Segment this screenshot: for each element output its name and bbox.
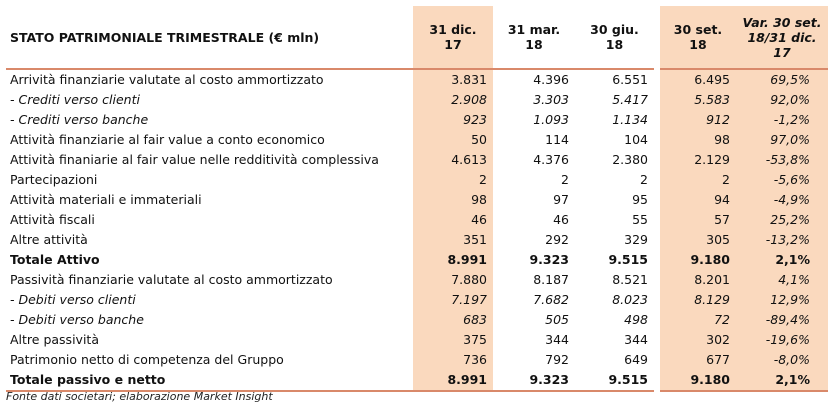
- header-variation-line3: 17: [773, 44, 791, 60]
- table-row: [6, 190, 828, 210]
- value-variation: -19,6%: [736, 330, 828, 350]
- value-variation: 4,1%: [736, 270, 828, 290]
- value-30-set-18: 94: [657, 190, 736, 210]
- table-row: [6, 150, 828, 170]
- table-row: [6, 130, 828, 150]
- value-30-set-18: 57: [657, 210, 736, 230]
- table-row: [6, 330, 828, 350]
- value-31-mar-18: 9.323: [493, 370, 575, 391]
- value-31-dic-17: 3.831: [413, 69, 493, 90]
- value-31-mar-18: 7.682: [533, 292, 569, 307]
- row-label: Totale passivo e netto: [6, 370, 413, 391]
- row-label: Attività materiali e immateriali: [10, 192, 202, 207]
- value-31-mar-18: 114: [545, 132, 569, 147]
- header-variation: [736, 6, 828, 69]
- value-variation: -5,6%: [736, 170, 828, 190]
- row-label: Altre passività: [10, 332, 99, 347]
- header-31-mar-18: 31 mar. 18: [493, 6, 575, 69]
- value-31-mar-18: 3.303: [533, 92, 569, 107]
- value-31-mar-18: 97: [553, 192, 569, 207]
- row-label: - Crediti verso clienti: [10, 92, 140, 107]
- value-31-mar-18: 1.093: [533, 112, 569, 127]
- value-30-giu-18: 5.417: [612, 92, 648, 107]
- row-label: - Debiti verso banche: [10, 312, 144, 327]
- row-label: Arrività finanziarie valutate al costo ammortizzato: [10, 72, 324, 87]
- value-31-dic-17: 46: [413, 210, 493, 230]
- value-30-set-18: 9.180: [657, 370, 736, 391]
- value-31-dic-17: 923: [413, 110, 493, 130]
- value-30-set-18: 677: [657, 350, 736, 370]
- value-30-set-18: 5.583: [657, 90, 736, 110]
- row-label: Totale Attivo: [10, 252, 100, 267]
- value-30-giu-18: 344: [624, 332, 648, 347]
- value-30-set-18: 2.129: [657, 150, 736, 170]
- value-31-dic-17: 7.197: [413, 290, 493, 310]
- table-header-row: [6, 6, 828, 69]
- value-30-giu-18: 55: [632, 212, 648, 227]
- table-row: [6, 170, 828, 190]
- row-label: Attività fiscali: [10, 212, 95, 227]
- table-row: [6, 250, 828, 270]
- row-label: - Debiti verso clienti: [10, 292, 136, 307]
- value-30-set-18: 8.201: [657, 270, 736, 290]
- value-30-giu-18: 8.023: [612, 292, 648, 307]
- value-30-giu-18: 649: [624, 352, 648, 367]
- value-variation: 69,5%: [736, 69, 828, 90]
- value-30-giu-18: 2: [640, 172, 648, 187]
- value-variation: 12,9%: [736, 290, 828, 310]
- value-31-mar-18: 792: [545, 352, 569, 367]
- row-label: Attività finaniarie al fair value nelle redditività complessiva: [10, 152, 379, 167]
- value-variation: 92,0%: [736, 90, 828, 110]
- value-30-giu-18: 6.551: [612, 72, 648, 87]
- table-row: [6, 69, 828, 90]
- row-label: Patrimonio netto di competenza del Gruppo: [10, 352, 284, 367]
- balance-sheet-table: [6, 6, 828, 392]
- value-30-giu-18: 95: [632, 192, 648, 207]
- value-variation: -89,4%: [736, 310, 828, 330]
- value-31-mar-18: 2: [561, 172, 569, 187]
- header-30-giu-18: 30 giu. 18: [575, 6, 657, 69]
- header-variation-line2: 18/31 dic.: [747, 29, 817, 45]
- value-31-dic-17: 8.991: [413, 370, 493, 391]
- value-31-mar-18: 292: [545, 232, 569, 247]
- value-31-mar-18: 4.396: [533, 72, 569, 87]
- value-31-mar-18: 505: [545, 312, 569, 327]
- table-row: [6, 270, 828, 290]
- value-30-giu-18: 1.134: [612, 112, 648, 127]
- value-30-giu-18: 8.521: [612, 272, 648, 287]
- row-label: Attività finanziarie al fair value a conto economico: [10, 132, 325, 147]
- table-title: STATO PATRIMONIALE TRIMESTRALE (€ mln): [6, 6, 413, 69]
- value-30-set-18: 302: [657, 330, 736, 350]
- value-30-set-18: 305: [657, 230, 736, 250]
- table-row: [6, 230, 828, 250]
- value-31-dic-17: 375: [413, 330, 493, 350]
- value-31-dic-17: 351: [413, 230, 493, 250]
- value-30-giu-18: 329: [624, 232, 648, 247]
- table-row: [6, 210, 828, 230]
- source-footnote: Fonte dati societari; elaborazione Market Insight: [6, 390, 273, 403]
- value-30-set-18: 912: [657, 110, 736, 130]
- value-30-set-18: 8.129: [657, 290, 736, 310]
- value-31-dic-17: 4.613: [413, 150, 493, 170]
- value-31-mar-18: 9.323: [529, 252, 569, 267]
- value-31-dic-17: 7.880: [413, 270, 493, 290]
- header-31-dic-17: 31 dic. 17: [413, 6, 493, 69]
- value-31-dic-17: 736: [413, 350, 493, 370]
- value-30-giu-18: 9.515: [575, 370, 657, 391]
- value-30-set-18: 72: [657, 310, 736, 330]
- value-31-mar-18: 46: [553, 212, 569, 227]
- row-label: Altre attività: [10, 232, 88, 247]
- value-variation: -8,0%: [736, 350, 828, 370]
- value-variation: 2,1%: [736, 370, 828, 391]
- value-30-giu-18: 104: [624, 132, 648, 147]
- value-30-giu-18: 2.380: [612, 152, 648, 167]
- table-row: [6, 110, 828, 130]
- value-30-giu-18: 498: [624, 312, 648, 327]
- table-row: [6, 290, 828, 310]
- value-30-set-18: 6.495: [657, 69, 736, 90]
- row-label: - Crediti verso banche: [10, 112, 149, 127]
- value-31-mar-18: 4.376: [533, 152, 569, 167]
- value-variation: 2,1%: [736, 250, 828, 270]
- row-label: Partecipazioni: [10, 172, 98, 187]
- value-30-set-18: 98: [657, 130, 736, 150]
- value-variation: -1,2%: [736, 110, 828, 130]
- value-31-dic-17: 98: [413, 190, 493, 210]
- value-31-dic-17: 2: [413, 170, 493, 190]
- value-31-dic-17: 8.991: [413, 250, 493, 270]
- table-row: [6, 370, 828, 391]
- value-30-set-18: 2: [657, 170, 736, 190]
- value-30-giu-18: 9.515: [608, 252, 648, 267]
- value-30-set-18: 9.180: [657, 250, 736, 270]
- value-variation: 97,0%: [736, 130, 828, 150]
- value-variation: -53,8%: [736, 150, 828, 170]
- value-variation: -4,9%: [736, 190, 828, 210]
- header-30-set-18: 30 set. 18: [657, 6, 736, 69]
- value-31-dic-17: 50: [413, 130, 493, 150]
- header-variation-line1: Var. 30 set.: [742, 14, 822, 30]
- table-row: [6, 90, 828, 110]
- value-31-mar-18: 344: [545, 332, 569, 347]
- value-31-dic-17: 683: [413, 310, 493, 330]
- row-label: Passività finanziarie valutate al costo ammortizzato: [10, 272, 333, 287]
- value-31-dic-17: 2.908: [413, 90, 493, 110]
- table-row: [6, 310, 828, 330]
- value-variation: 25,2%: [736, 210, 828, 230]
- table-row: [6, 350, 828, 370]
- value-variation: -13,2%: [736, 230, 828, 250]
- value-31-mar-18: 8.187: [533, 272, 569, 287]
